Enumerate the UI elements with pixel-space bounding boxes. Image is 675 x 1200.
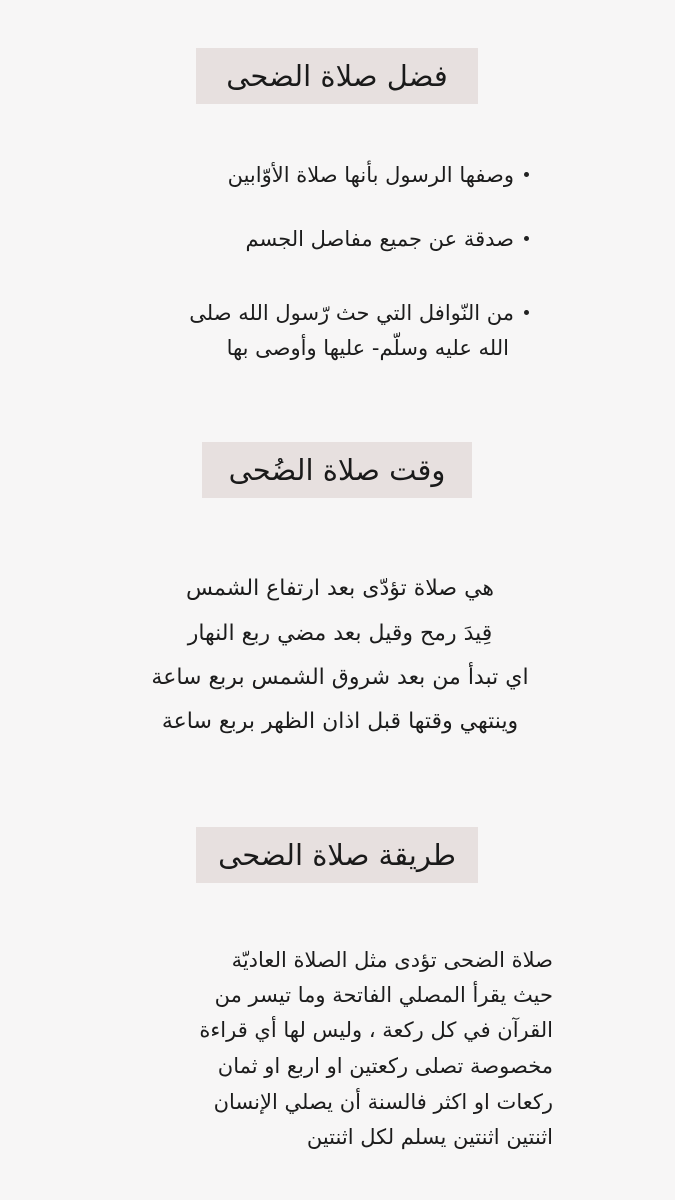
bullet-icon (524, 236, 529, 241)
bullet-text: وصفها الرسول بأنها صلاة الأوّابين (227, 163, 514, 187)
section-heading-virtue: فضل صلاة الضحى (196, 48, 478, 104)
list-item (109, 158, 529, 192)
list-item (109, 222, 529, 256)
section-heading-method: طريقة صلاة الضحى (196, 827, 478, 883)
bullet-icon (524, 310, 529, 315)
list-item (109, 296, 529, 330)
bullet-text: صدقة عن جميع مفاصل الجسم (245, 227, 514, 251)
text-line: ركعات او اكثر فالسنة أن يصلي الإنسان (213, 1090, 553, 1114)
bullet-text: من النّوافل التي حث رّسول الله صلى (189, 301, 514, 325)
text-line: اي تبدأ من بعد شروق الشمس بربع ساعة (151, 665, 529, 690)
bullet-icon (524, 172, 529, 177)
text-line: هي صلاة تؤدّى بعد ارتفاع الشمس (185, 576, 495, 601)
text-line: حيث يقرأ المصلي الفاتحة وما تيسر من (214, 983, 553, 1007)
text-line: مخصوصة تصلى ركعتين او اربع او ثمان (217, 1054, 553, 1078)
text-line: وينتهي وقتها قبل اذان الظهر بربع ساعة (161, 709, 519, 734)
text-line: اثنتين اثنتين يسلم لكل اثنتين (306, 1125, 553, 1149)
bullet-text: الله عليه وسلّم- عليها وأوصى بها (226, 336, 509, 360)
list-item-continuation (109, 331, 509, 365)
section-heading-time: وقت صلاة الضُحى (202, 442, 472, 498)
text-line: قِيدَ رمح وقيل بعد مضي ربع النهار (187, 621, 493, 646)
text-line: صلاة الضحى تؤدى مثل الصلاة العاديّة (231, 948, 553, 972)
text-line: القرآن في كل ركعة ، وليس لها أي قراءة (199, 1018, 553, 1042)
